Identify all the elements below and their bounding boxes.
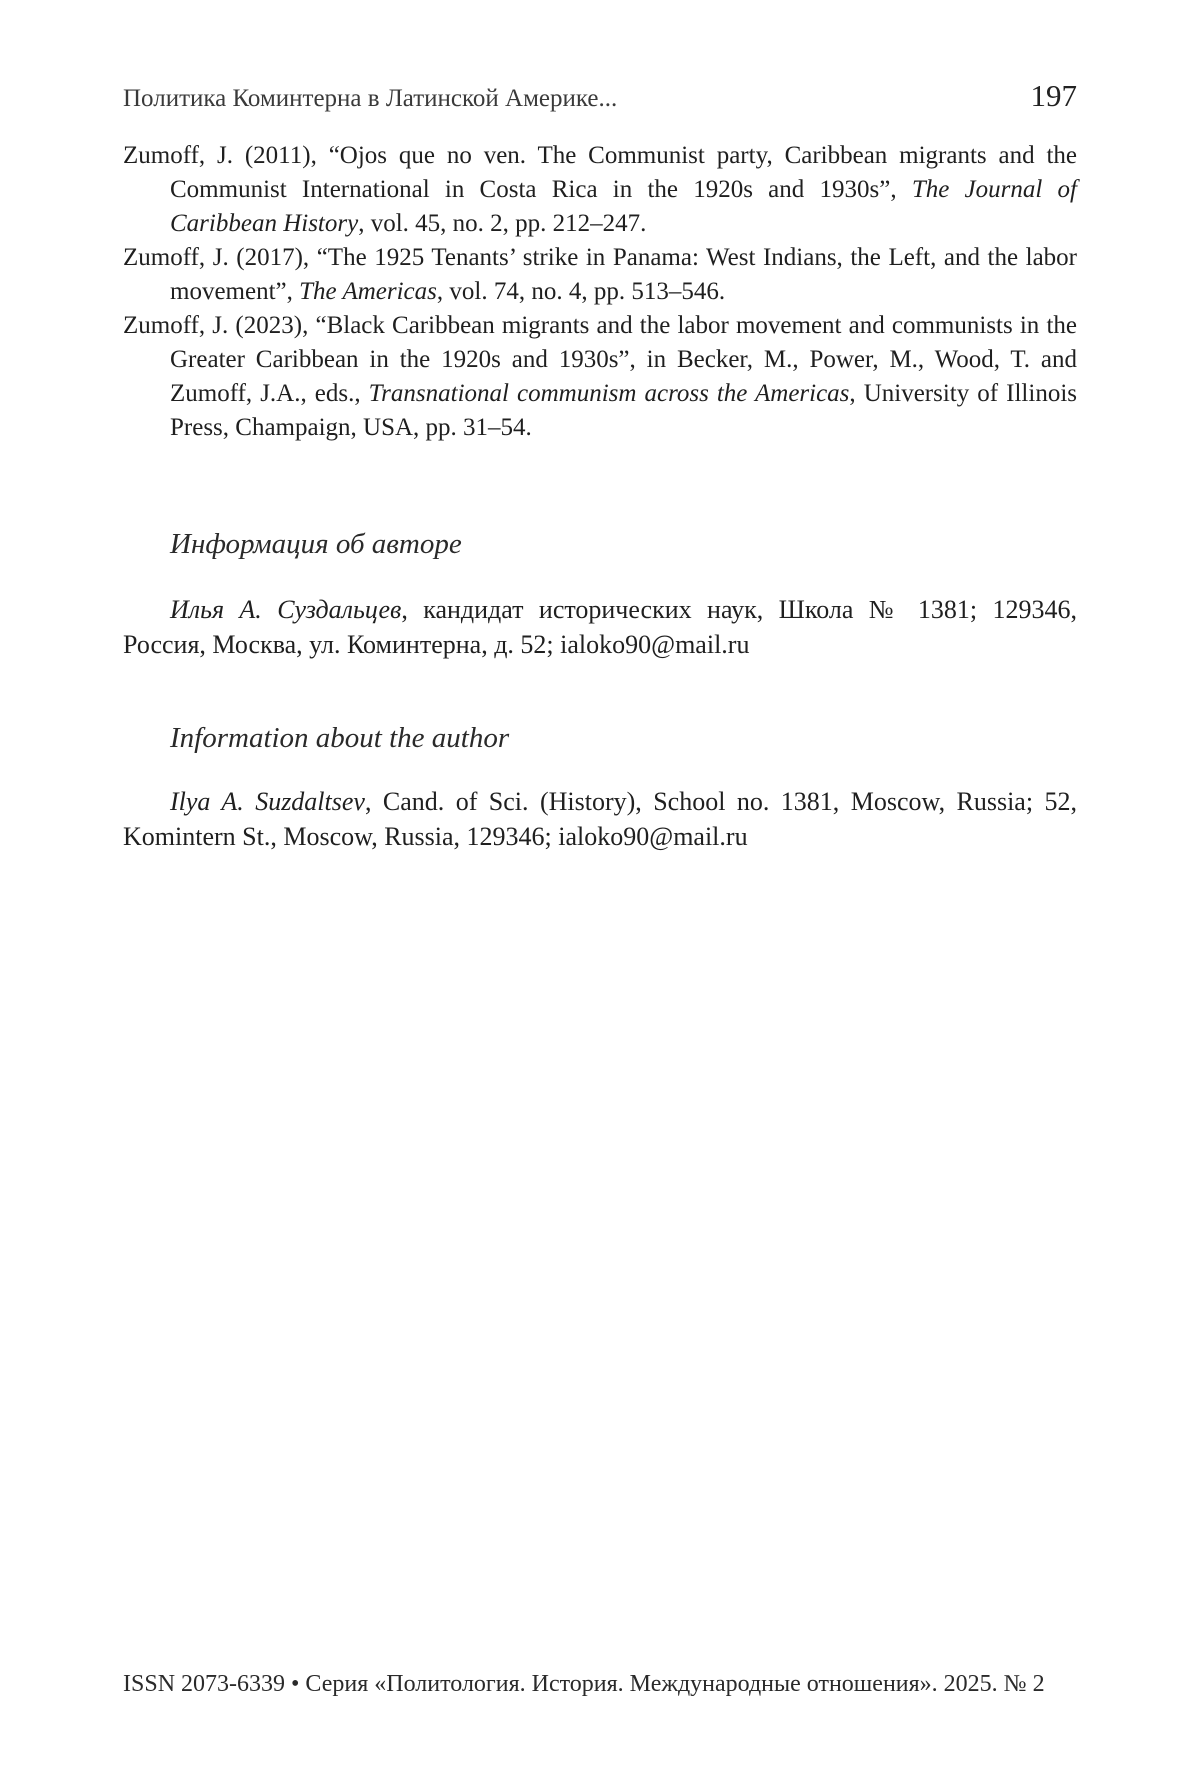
reference-journal-title: The Journal of Caribbean History [170, 176, 1077, 237]
author-details-ru: , кандидат исторических наук, Школа № 1381; 129346, Россия, Москва, ул. Коминтерна, д. 52; [123, 595, 1077, 659]
reference-text: Zumoff, J. (2023), “Black Caribbean migrants and the labor movement and communists in the Greater Caribbean in the 1920s and 1930s”, in Becker, M., Power, M., Wood, T. and Zumoff, J.A., eds., [123, 312, 1077, 407]
author-email-en: ialoko90@mail.ru [558, 822, 748, 851]
section-heading-author-info-en: Information about the author [170, 722, 510, 754]
reference-entry [123, 139, 1077, 241]
reference-list [123, 139, 1077, 445]
reference-text: , vol. 74, no. 4, pp. 513–546. [436, 278, 726, 305]
reference-text: Zumoff, J. (2011), “Ojos que no ven. The Communist party, Caribbean migrants and the Communist International in Costa Rica in the 1920s and 1930s”, [123, 142, 1077, 203]
author-info-en [123, 784, 1077, 854]
journal-footer: ISSN 2073-6339 • Серия «Политология. История. Международные отношения». 2025. № 2 [123, 1671, 1045, 1697]
reference-text: , University of Illinois Press, Champaign, USA, pp. 31–54. [170, 380, 1077, 441]
running-title: Политика Коминтерна в Латинской Америке... [123, 85, 618, 112]
author-info-ru [123, 592, 1077, 662]
page-header [123, 78, 1077, 114]
reference-book-title: Transnational communism across the Americas [368, 380, 850, 407]
reference-journal-title: The Americas [299, 278, 437, 305]
reference-entry [123, 241, 1077, 309]
author-email-ru: ialoko90@mail.ru [560, 630, 750, 659]
author-name-en: Ilya A. Suzdaltsev [170, 787, 365, 816]
section-heading-author-info-ru: Информация об авторе [170, 528, 462, 560]
reference-entry [123, 309, 1077, 445]
page-number: 197 [1030, 78, 1077, 113]
reference-text: , vol. 45, no. 2, pp. 212–247. [358, 210, 647, 237]
author-details-en: , Cand. of Sci. (History), School no. 1381, Moscow, Russia; 52, Komintern St., Moscow, Russia, 129346; [123, 787, 1077, 851]
author-name-ru: Илья А. Суздальцев [170, 595, 402, 624]
reference-text: Zumoff, J. (2017), “The 1925 Tenants’ strike in Panama: West Indians, the Left, and the labor movement”, [123, 244, 1077, 305]
